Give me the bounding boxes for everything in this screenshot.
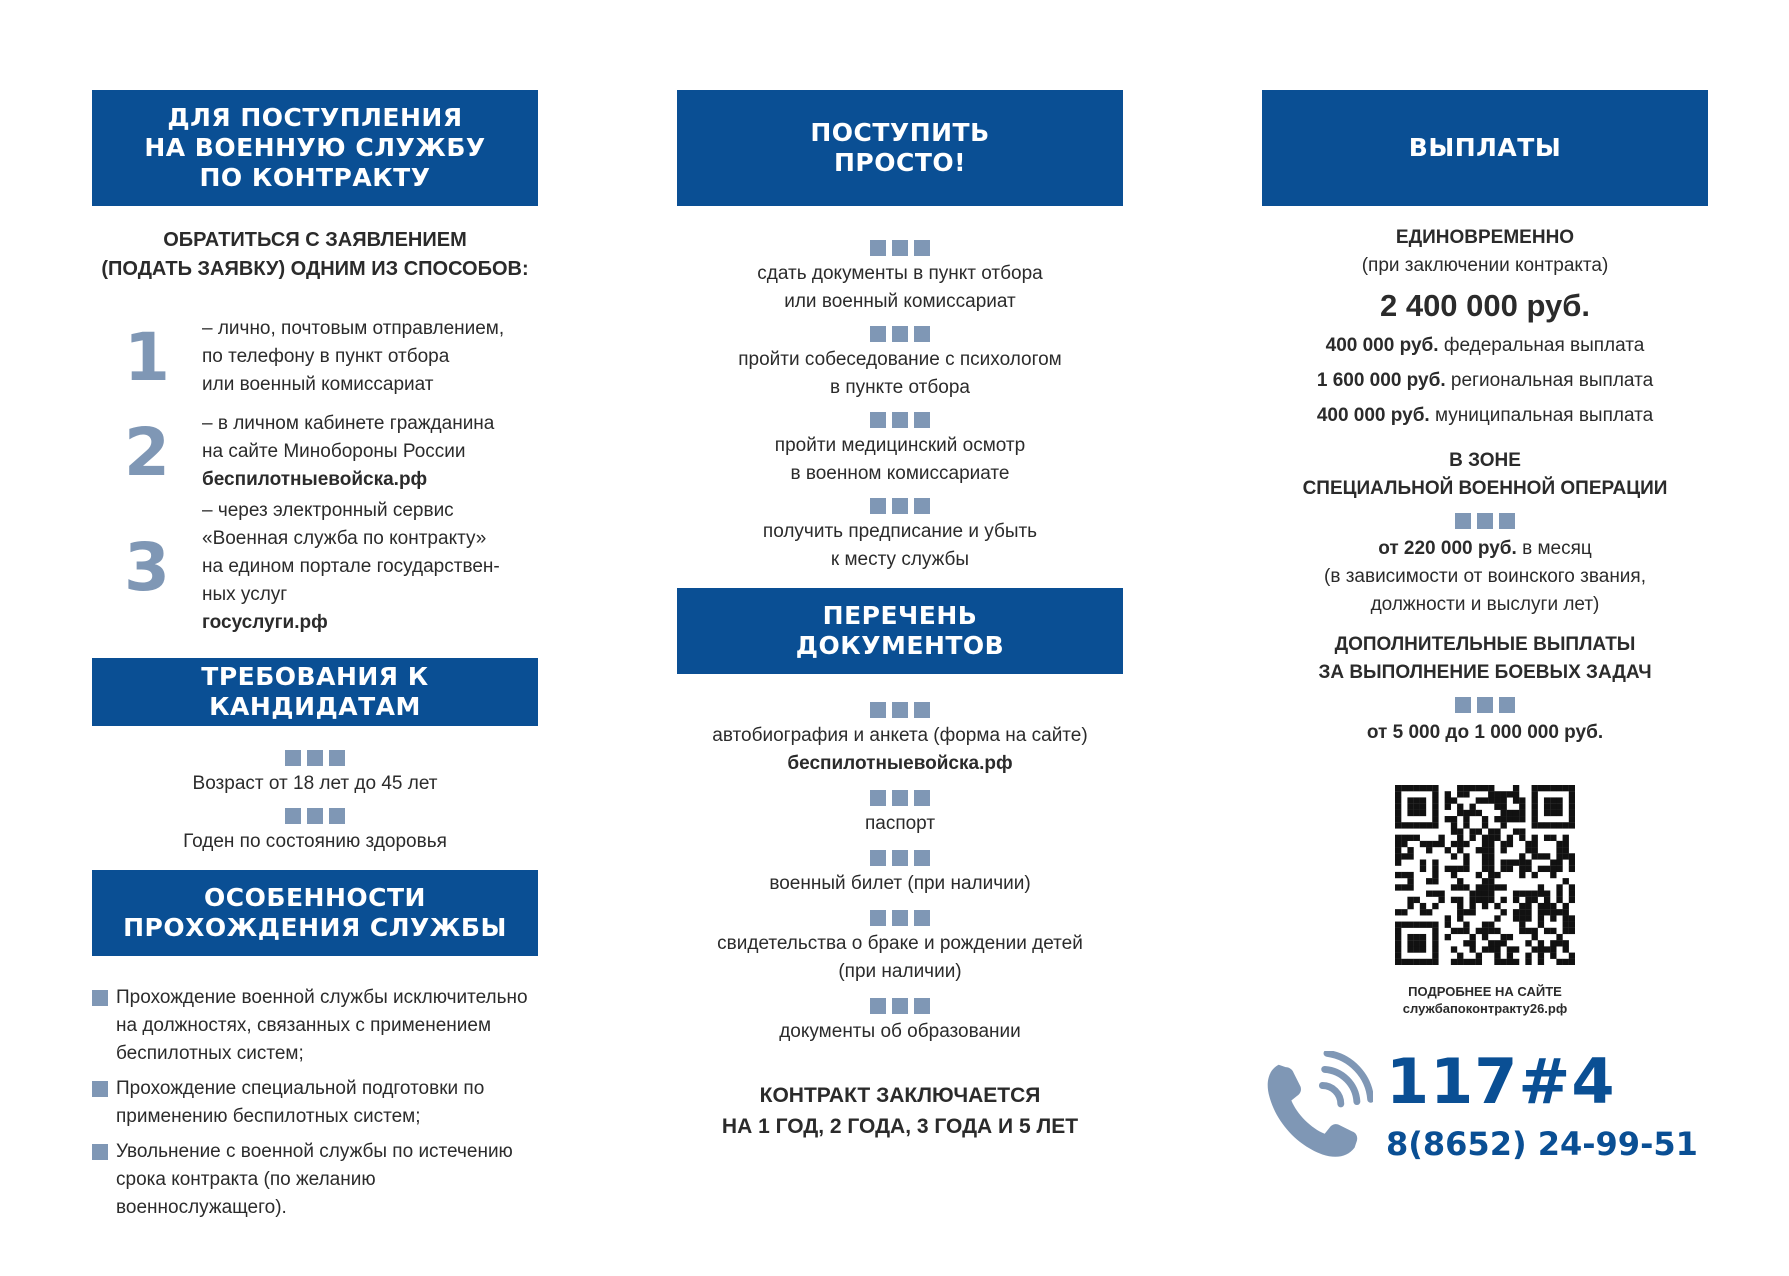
method-number: 1 [124,318,170,396]
phone-number[interactable]: 8(8652) 24-99-51 [1386,1125,1698,1163]
documents-banner: ПЕРЕЧЕНЬ ДОКУМЕНТОВ [677,588,1123,674]
column-enlist [92,90,538,1229]
method-text: – в личном кабинете гражданина на сайте Минобороны России [202,413,495,462]
method-link[interactable]: беспилотныевойска.рф [202,469,428,490]
divider-squares [92,808,538,824]
divider-squares [677,702,1123,718]
divider-squares [677,790,1123,806]
method-text: – лично, почтовым отправлением, по телефону в пункт отбора или военный комиссариат [202,318,505,395]
step-item: пройти медицинский осмотр в военном комиссариате [774,435,1026,484]
requirement-health: Годен по состоянию здоровья [183,831,447,852]
step-item: пройти собеседование с психологом в пункте отбора [738,349,1062,398]
method-number: 2 [124,413,170,491]
document-item: военный билет (при наличии) [769,873,1031,894]
features-banner: ОСОБЕННОСТИ ПРОХОЖДЕНИЯ СЛУЖБЫ [92,870,538,956]
column-payments [1262,90,1708,1177]
zone-title: В ЗОНЕ СПЕЦИАЛЬНОЙ ВОЕННОЙ ОПЕРАЦИИ [1302,450,1668,499]
divider-squares [1262,513,1708,529]
monthly-pay: от 220 000 руб. в месяц [1378,538,1592,559]
payments-banner: ВЫПЛАТЫ [1262,90,1708,206]
feature-item: Прохождение военной службы исключительно на должностях, связанных с применением беспилотных систем; [92,984,538,1068]
step-item: сдать документы в пункт отбора или военный комиссариат [757,263,1043,312]
payment-line: 1 600 000 руб. региональная выплата [1316,370,1654,391]
requirements-banner: ТРЕБОВАНИЯ К КАНДИДАТАМ [92,658,538,726]
method-item [92,500,538,634]
steps-banner: ПОСТУПИТЬ ПРОСТО! [677,90,1123,206]
lump-sum-subtitle: (при заключении контракта) [1361,255,1609,276]
square-bullet-icon [92,1081,108,1097]
short-phone-number[interactable]: 117#4 [1386,1045,1616,1118]
divider-squares [677,998,1123,1014]
square-bullet-icon [92,1144,108,1160]
feature-item: Увольнение с военной службы по истечению срока контракта (по желанию военнослужащего). [92,1138,538,1222]
qr-code-icon[interactable] [1395,785,1575,965]
step-item: получить предписание и убыть к месту службы [762,521,1038,570]
apply-title: ОБРАТИТЬСЯ С ЗАЯВЛЕНИЕМ (ПОДАТЬ ЗАЯВКУ) ОДНИМ ИЗ СПОСОБОВ: [101,229,529,280]
contract-terms: КОНТРАКТ ЗАКЛЮЧАЕТСЯ НА 1 ГОД, 2 ГОДА, 3 ГОДА И 5 ЛЕТ [721,1084,1079,1138]
divider-squares [1262,697,1708,713]
methods-list [92,310,538,634]
extra-title: ДОПОЛНИТЕЛЬНЫЕ ВЫПЛАТЫ ЗА ВЫПОЛНЕНИЕ БОЕВЫХ ЗАДАЧ [1318,634,1652,683]
method-number: 3 [124,528,170,606]
divider-squares [677,412,1123,428]
document-item: свидетельства о браке и рождении детей (при наличии) [717,933,1083,982]
method-link[interactable]: госуслуги.рф [202,612,328,633]
lump-sum-total: 2 400 000 руб. [1379,288,1591,323]
requirement-age: Возраст от 18 лет до 45 лет [192,773,438,794]
enlist-banner: ДЛЯ ПОСТУПЛЕНИЯ НА ВОЕННУЮ СЛУЖБУ ПО КОНТРАКТУ [92,90,538,206]
divider-squares [677,850,1123,866]
monthly-note: (в зависимости от воинского звания, должности и выслуги лет) [1324,566,1646,615]
feature-item: Прохождение специальной подготовки по применению беспилотных систем; [92,1075,538,1131]
lump-sum-title: ЕДИНОВРЕМЕННО [1395,227,1575,248]
payment-line: 400 000 руб. муниципальная выплата [1316,405,1654,426]
payment-line: 400 000 руб. федеральная выплата [1325,335,1645,356]
phone-icon [1258,1051,1373,1166]
method-item [92,310,538,404]
divider-squares [677,498,1123,514]
phone-block [1262,1047,1708,1177]
document-item: автобиография и анкета (форма на сайте) [712,725,1088,746]
column-steps [677,90,1123,1142]
method-text: – через электронный сервис «Военная служба по контракту» на едином портале государствен- ных услуг [202,500,500,605]
square-bullet-icon [92,990,108,1006]
document-link[interactable]: беспилотныевойска.рф [787,753,1013,774]
method-item [92,404,538,500]
more-info-site[interactable]: службапоконтракту26.рф [1402,1001,1568,1016]
features-list [92,984,538,1222]
divider-squares [92,750,538,766]
document-item: документы об образовании [779,1021,1021,1042]
extra-amount: от 5 000 до 1 000 000 руб. [1366,722,1604,743]
divider-squares [677,910,1123,926]
divider-squares [677,326,1123,342]
document-item: паспорт [864,813,936,834]
more-info-label: ПОДРОБНЕЕ НА САЙТЕ [1408,984,1562,999]
divider-squares [677,240,1123,256]
